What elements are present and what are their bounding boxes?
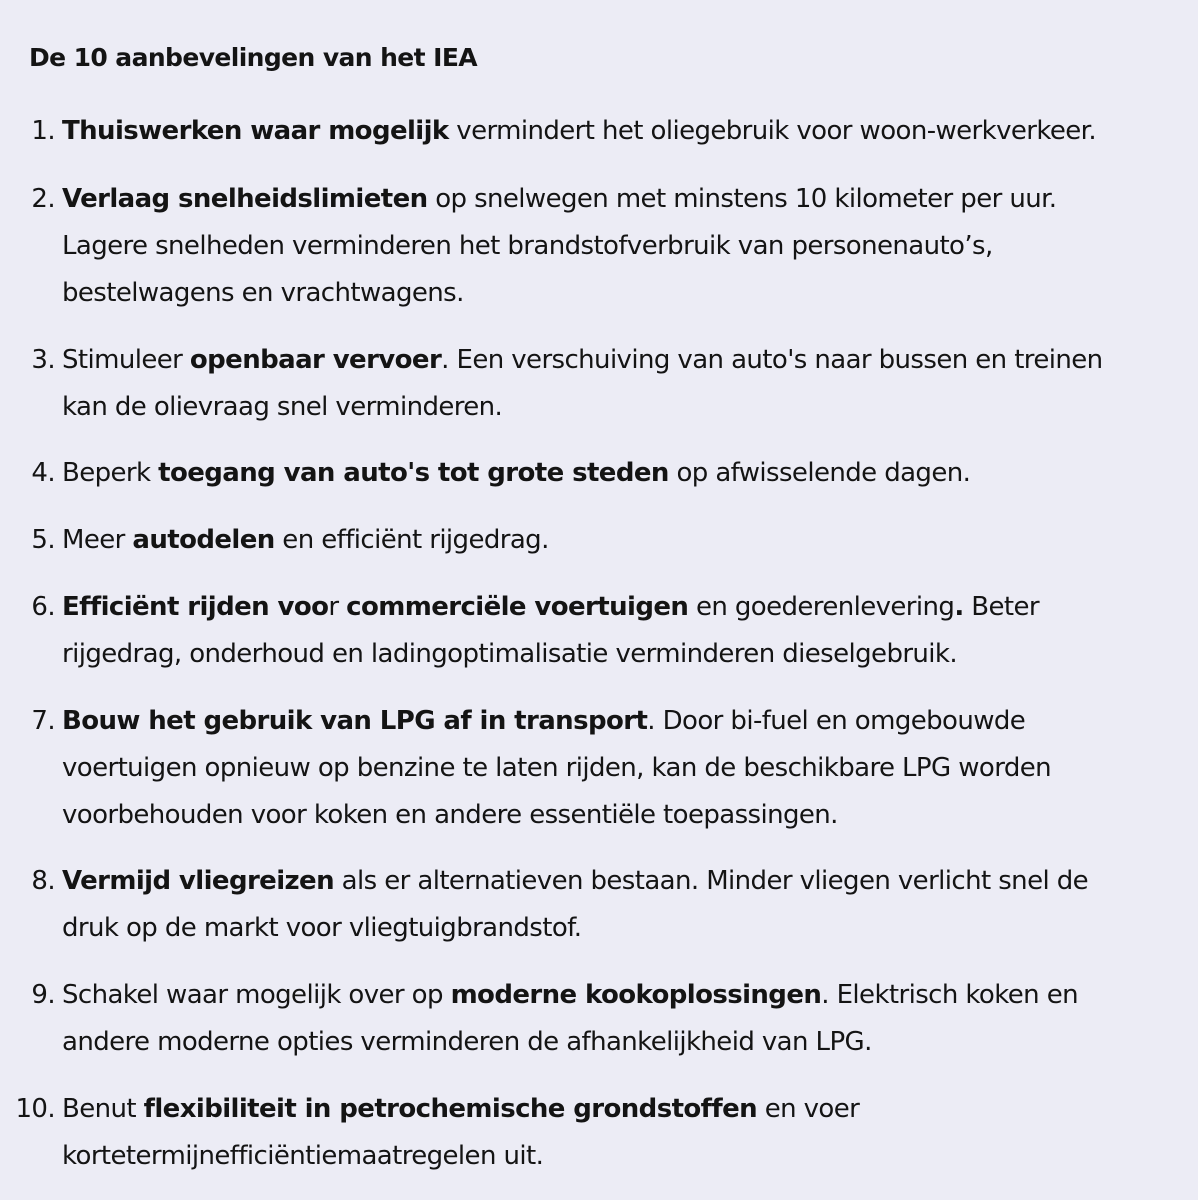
item-number: 6. xyxy=(31,592,55,622)
bold-phrase: Bouw het gebruik van LPG af in transport xyxy=(62,706,648,736)
text-segment: en efficiënt rijgedrag. xyxy=(274,525,549,555)
item-text-line xyxy=(62,972,1078,1019)
text-segment: druk op de markt voor vliegtuigbrandstof. xyxy=(62,913,582,943)
item-text xyxy=(62,584,1039,678)
bold-phrase: Verlaag snelheidslimieten xyxy=(62,184,428,214)
item-text-line xyxy=(62,698,1051,745)
text-segment: voertuigen opnieuw op benzine te laten rijden, kan de beschikbare LPG worden xyxy=(62,753,1052,783)
item-number: 10. xyxy=(15,1094,55,1124)
bold-phrase: autodelen xyxy=(132,525,275,555)
item-text-line xyxy=(62,108,1096,155)
bold-phrase: Thuiswerken waar mogelijk xyxy=(62,116,449,146)
text-segment: Beperk xyxy=(62,458,159,488)
text-segment: rijgedrag, onderhoud en ladingoptimalisatie verminderen dieselgebruik. xyxy=(62,639,958,669)
text-segment: Meer xyxy=(62,525,133,555)
item-text xyxy=(62,337,1103,431)
text-segment: Stimuleer xyxy=(62,345,190,375)
text-segment: en voer xyxy=(757,1094,860,1124)
bold-phrase: Efficiënt rijden voo xyxy=(62,592,329,622)
text-segment: kan de olievraag snel verminderen. xyxy=(62,392,503,422)
item-text xyxy=(62,858,1088,952)
item-text xyxy=(62,698,1051,839)
item-text-line xyxy=(62,176,1056,223)
item-text-line xyxy=(62,631,1039,678)
text-segment: Schakel waar mogelijk over op xyxy=(62,980,451,1010)
item-text-line xyxy=(62,584,1039,631)
item-text-line xyxy=(62,517,549,564)
item-number: 3. xyxy=(31,345,55,375)
item-text-line xyxy=(62,1086,859,1133)
bold-phrase: moderne kookoplossingen xyxy=(450,980,822,1010)
item-number: 9. xyxy=(31,980,55,1010)
text-segment: . Door bi-fuel en omgebouwde xyxy=(647,706,1026,736)
text-segment: en goederenlevering xyxy=(688,592,955,622)
bold-phrase: flexibiliteit in petrochemische grondstoffen xyxy=(143,1094,758,1124)
text-segment: vermindert het oliegebruik voor woon-werkverkeer. xyxy=(448,116,1097,146)
item-number: 4. xyxy=(31,458,55,488)
item-text xyxy=(62,1086,859,1180)
text-segment: als er alternatieven bestaan. Minder vliegen verlicht snel de xyxy=(334,866,1089,896)
item-number: 7. xyxy=(31,706,55,736)
item-number: 8. xyxy=(31,866,55,896)
text-segment: bestelwagens en vrachtwagens. xyxy=(62,278,464,308)
item-text-line xyxy=(62,745,1051,792)
item-text-line xyxy=(62,450,970,497)
item-text xyxy=(62,108,1096,155)
item-text xyxy=(62,450,970,497)
item-text-line xyxy=(62,858,1088,905)
text-segment: voorbehouden voor koken en andere essentiële toepassingen. xyxy=(62,800,838,830)
item-text-line xyxy=(62,270,1056,317)
item-text-line xyxy=(62,1019,1078,1066)
text-segment: r xyxy=(328,592,347,622)
item-text xyxy=(62,176,1056,317)
bold-phrase: Vermijd vliegreizen xyxy=(62,866,334,896)
text-segment: Benut xyxy=(62,1094,144,1124)
item-text-line xyxy=(62,1133,859,1180)
item-text-line xyxy=(62,384,1103,431)
bold-phrase: commerciële voertuigen xyxy=(346,592,689,622)
item-text-line xyxy=(62,223,1056,270)
bold-phrase: toegang van auto's tot grote steden xyxy=(158,458,669,488)
item-text-line xyxy=(62,905,1088,952)
text-segment: kortetermijnefficiëntiemaatregelen uit. xyxy=(62,1141,544,1171)
page-title: De 10 aanbevelingen van het IEA xyxy=(29,43,478,72)
item-number: 5. xyxy=(31,525,55,555)
text-segment: op afwisselende dagen. xyxy=(668,458,971,488)
text-segment: op snelwegen met minstens 10 kilometer per uur. xyxy=(427,184,1057,214)
text-segment: . Een verschuiving van auto's naar bussen en treinen xyxy=(441,345,1103,375)
bold-phrase: . xyxy=(954,592,964,622)
text-segment: andere moderne opties verminderen de afhankelijkheid van LPG. xyxy=(62,1027,872,1057)
bold-phrase: openbaar vervoer xyxy=(189,345,442,375)
item-text xyxy=(62,517,549,564)
item-number: 1. xyxy=(31,116,55,146)
text-segment: . Elektrisch koken en xyxy=(821,980,1078,1010)
item-text-line xyxy=(62,337,1103,384)
item-text xyxy=(62,972,1078,1066)
text-segment: Lagere snelheden verminderen het brandstofverbruik van personenauto’s, xyxy=(62,231,993,261)
text-segment: Beter xyxy=(963,592,1039,622)
item-number: 2. xyxy=(31,184,55,214)
item-text-line xyxy=(62,792,1051,839)
